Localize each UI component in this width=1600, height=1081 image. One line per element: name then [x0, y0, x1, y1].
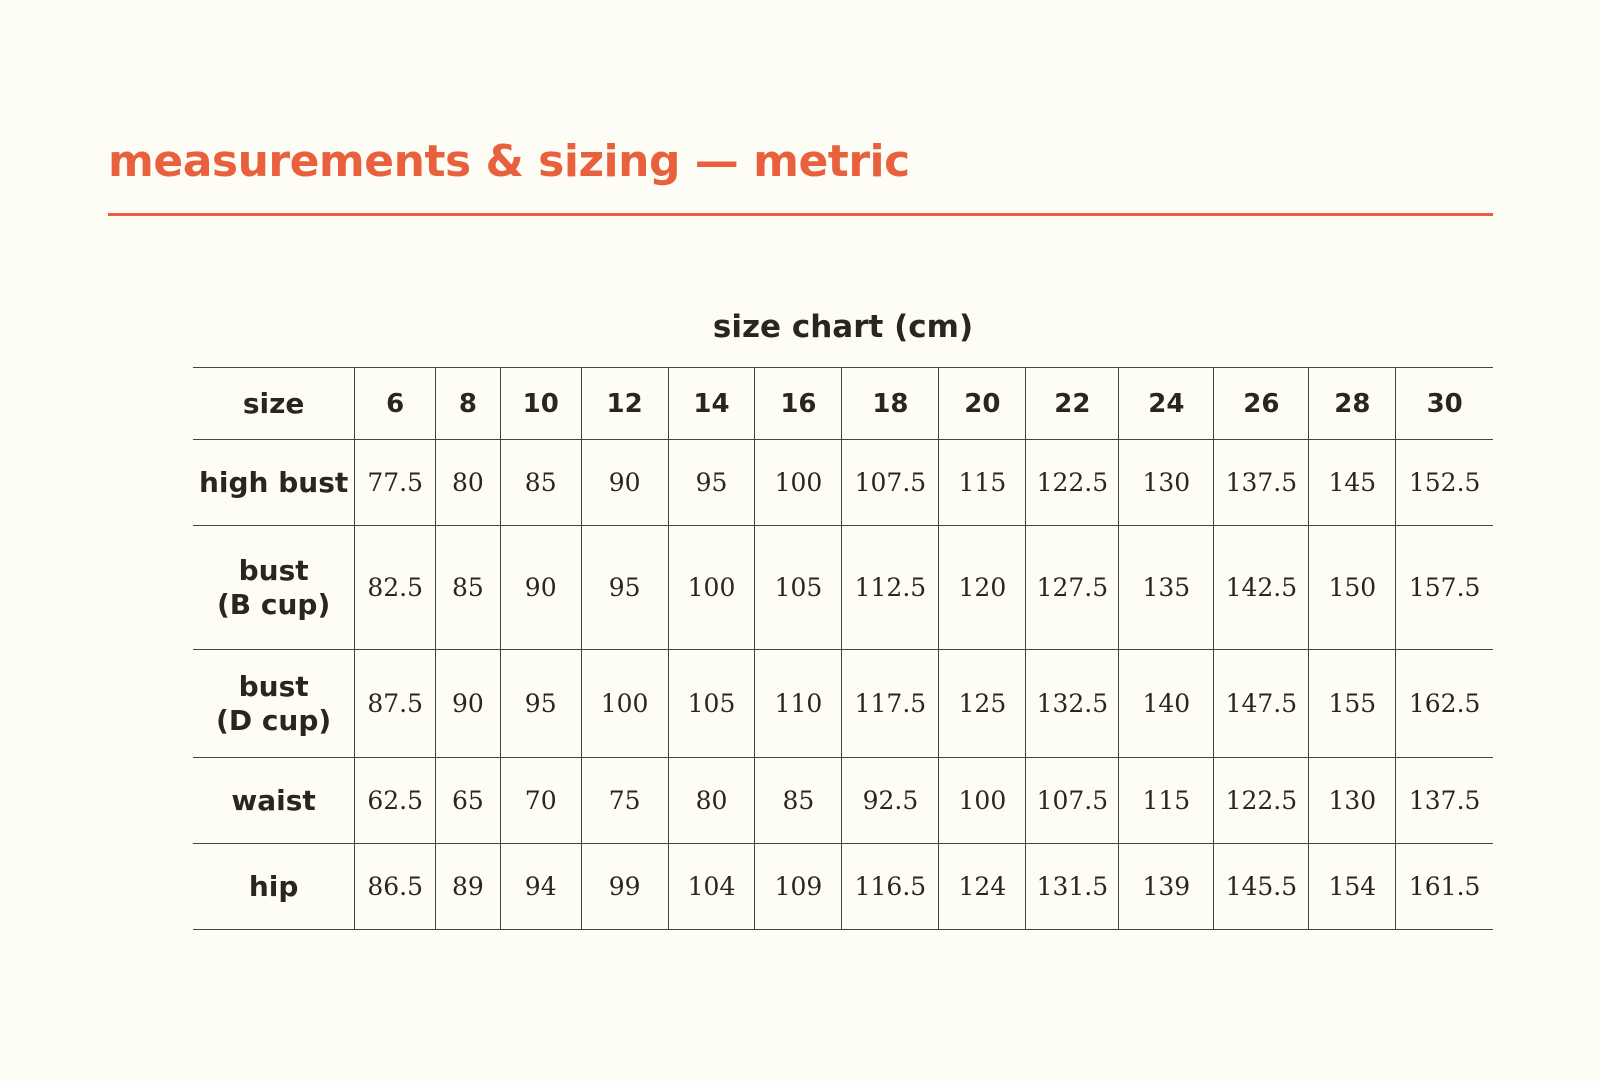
page-title: measurements & sizing — metric — [108, 136, 910, 187]
measurement-value-cell: 145 — [1309, 440, 1396, 526]
measurement-row-label — [193, 440, 355, 526]
measurement-value-cell: 124 — [939, 844, 1026, 930]
measurement-value-cell: 132.5 — [1026, 650, 1119, 758]
size-chart-table — [193, 367, 1493, 930]
measurement-value-cell: 135 — [1119, 526, 1214, 650]
measurement-value-cell: 162.5 — [1396, 650, 1493, 758]
measurement-value-cell: 95 — [581, 526, 668, 650]
measurement-value-cell: 152.5 — [1396, 440, 1493, 526]
measurement-row-label — [193, 650, 355, 758]
measurement-value-cell: 90 — [500, 526, 581, 650]
measurement-value-cell: 137.5 — [1396, 758, 1493, 844]
size-header-cell: 30 — [1396, 368, 1493, 440]
measurement-value-cell: 80 — [668, 758, 755, 844]
measurement-value-cell: 110 — [755, 650, 842, 758]
header-size-label: size — [193, 368, 355, 440]
measurement-value-cell: 90 — [581, 440, 668, 526]
measurement-value-cell: 116.5 — [842, 844, 939, 930]
measurement-value-cell: 86.5 — [355, 844, 436, 930]
row-label-line: bust — [238, 553, 309, 587]
measurement-value-cell: 95 — [500, 650, 581, 758]
measurement-value-cell: 100 — [755, 440, 842, 526]
measurement-value-cell: 154 — [1309, 844, 1396, 930]
size-header-cell: 26 — [1214, 368, 1309, 440]
measurement-value-cell: 85 — [500, 440, 581, 526]
row-label-line: hip — [248, 869, 299, 903]
measurement-value-cell: 137.5 — [1214, 440, 1309, 526]
row-label-line: waist — [231, 783, 316, 817]
measurement-value-cell: 145.5 — [1214, 844, 1309, 930]
measurement-value-cell: 115 — [1119, 758, 1214, 844]
measurement-value-cell: 140 — [1119, 650, 1214, 758]
size-header-cell: 6 — [355, 368, 436, 440]
measurement-value-cell: 107.5 — [842, 440, 939, 526]
measurement-value-cell: 105 — [755, 526, 842, 650]
size-header-cell: 28 — [1309, 368, 1396, 440]
measurement-value-cell: 130 — [1119, 440, 1214, 526]
measurement-value-cell: 70 — [500, 758, 581, 844]
row-label-line: bust — [238, 669, 309, 703]
size-header-cell: 24 — [1119, 368, 1214, 440]
measurement-value-cell: 115 — [939, 440, 1026, 526]
measurement-value-cell: 117.5 — [842, 650, 939, 758]
measurement-row-label — [193, 844, 355, 930]
measurement-value-cell: 77.5 — [355, 440, 436, 526]
measurement-value-cell: 157.5 — [1396, 526, 1493, 650]
table-caption: size chart (cm) — [712, 309, 974, 345]
measurement-value-cell: 95 — [668, 440, 755, 526]
measurement-value-cell: 147.5 — [1214, 650, 1309, 758]
size-header-cell: 14 — [668, 368, 755, 440]
measurement-value-cell: 130 — [1309, 758, 1396, 844]
measurement-row — [193, 758, 1493, 844]
measurement-value-cell: 87.5 — [355, 650, 436, 758]
measurement-value-cell: 122.5 — [1214, 758, 1309, 844]
title-divider — [108, 213, 1493, 216]
measurement-value-cell: 104 — [668, 844, 755, 930]
row-label-line: (B cup) — [216, 587, 331, 621]
size-header-cell: 20 — [939, 368, 1026, 440]
measurement-row-label — [193, 758, 355, 844]
header-row — [193, 368, 1493, 440]
measurement-value-cell: 92.5 — [842, 758, 939, 844]
measurement-value-cell: 150 — [1309, 526, 1396, 650]
measurement-value-cell: 90 — [436, 650, 501, 758]
size-header-cell: 10 — [500, 368, 581, 440]
size-header-cell: 12 — [581, 368, 668, 440]
measurement-value-cell: 105 — [668, 650, 755, 758]
measurement-value-cell: 155 — [1309, 650, 1396, 758]
measurement-value-cell: 62.5 — [355, 758, 436, 844]
measurement-value-cell: 82.5 — [355, 526, 436, 650]
measurement-value-cell: 109 — [755, 844, 842, 930]
measurement-value-cell: 112.5 — [842, 526, 939, 650]
size-header-cell: 18 — [842, 368, 939, 440]
measurement-value-cell: 94 — [500, 844, 581, 930]
measurement-value-cell: 107.5 — [1026, 758, 1119, 844]
measurement-value-cell: 131.5 — [1026, 844, 1119, 930]
size-table-body — [193, 368, 1493, 930]
measurement-value-cell: 122.5 — [1026, 440, 1119, 526]
measurement-value-cell: 125 — [939, 650, 1026, 758]
measurement-value-cell: 85 — [755, 758, 842, 844]
measurement-value-cell: 100 — [939, 758, 1026, 844]
measurement-value-cell: 80 — [436, 440, 501, 526]
measurement-value-cell: 75 — [581, 758, 668, 844]
measurement-value-cell: 127.5 — [1026, 526, 1119, 650]
measurement-row — [193, 526, 1493, 650]
size-header-cell: 22 — [1026, 368, 1119, 440]
row-label-line: (D cup) — [216, 703, 332, 737]
measurement-row — [193, 440, 1493, 526]
measurement-row — [193, 844, 1493, 930]
measurement-value-cell: 85 — [436, 526, 501, 650]
row-label-line: high bust — [198, 465, 349, 499]
measurement-value-cell: 100 — [581, 650, 668, 758]
measurement-value-cell: 65 — [436, 758, 501, 844]
measurement-value-cell: 89 — [436, 844, 501, 930]
measurement-row — [193, 650, 1493, 758]
measurement-value-cell: 100 — [668, 526, 755, 650]
size-header-cell: 16 — [755, 368, 842, 440]
measurement-row-label — [193, 526, 355, 650]
measurement-value-cell: 142.5 — [1214, 526, 1309, 650]
measurement-value-cell: 99 — [581, 844, 668, 930]
measurement-value-cell: 120 — [939, 526, 1026, 650]
measurement-value-cell: 139 — [1119, 844, 1214, 930]
measurement-value-cell: 161.5 — [1396, 844, 1493, 930]
size-header-cell: 8 — [436, 368, 501, 440]
